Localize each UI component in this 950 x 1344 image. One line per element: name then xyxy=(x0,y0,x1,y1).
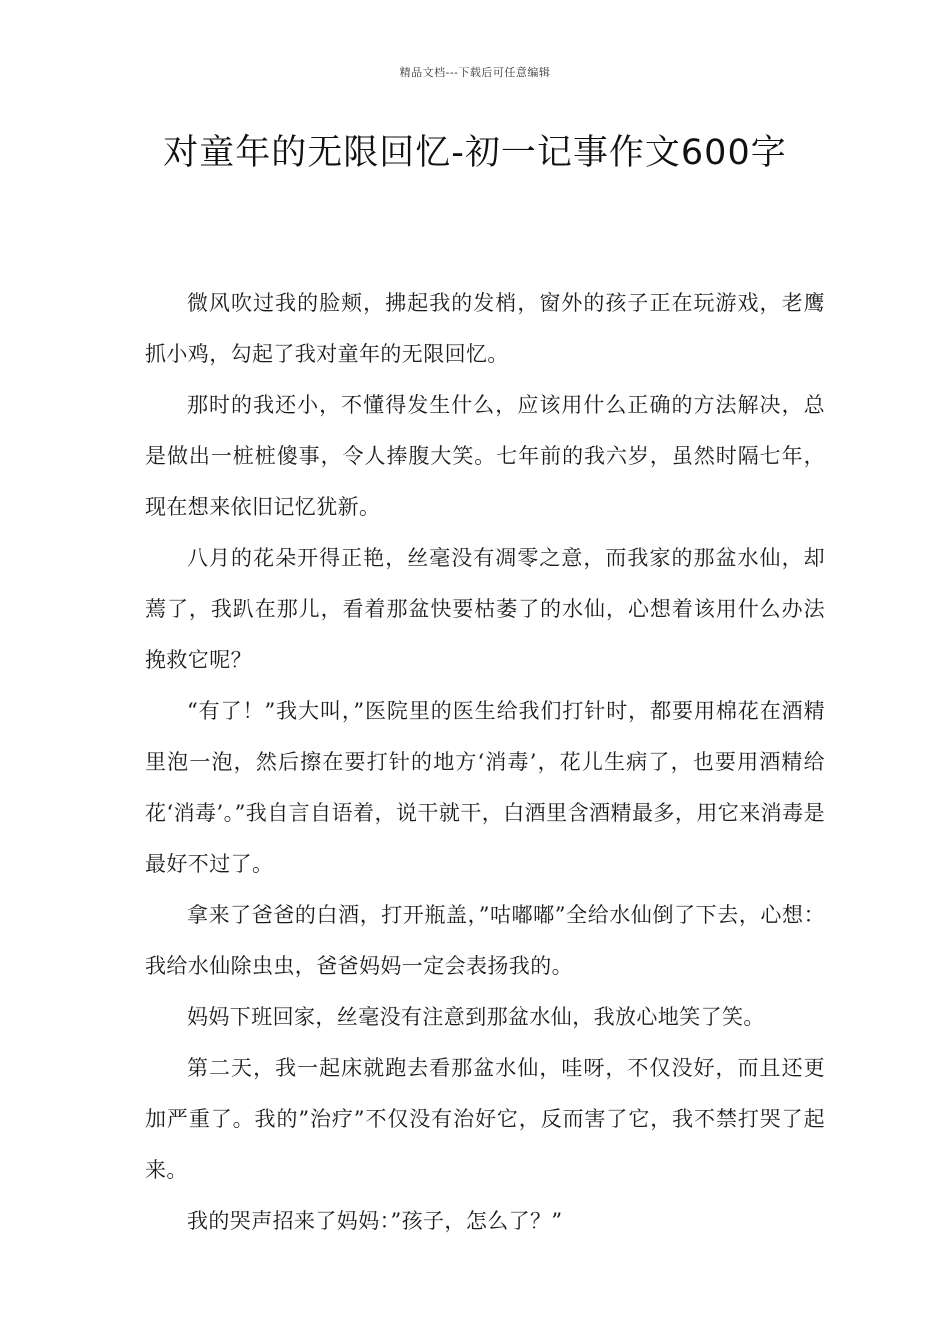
body-paragraph: 八月的花朵开得正艳，丝毫没有凋零之意，而我家的那盆水仙，却蔫了，我趴在那儿，看着那盆快要枯萎了的水仙，心想着该用什么办法挽救它呢？ xyxy=(145,546,825,672)
body-paragraph: 微风吹过我的脸颊，拂起我的发梢，窗外的孩子正在玩游戏，老鹰抓小鸡，勾起了我对童年的无限回忆。 xyxy=(145,291,825,366)
document-title: 对童年的无限回忆-初一记事作文600字 xyxy=(163,133,787,173)
body-paragraph: 拿来了爸爸的白酒，打开瓶盖，”咕嘟嘟”全给水仙倒了下去，心想：我给水仙除虫虫，爸爸妈妈一定会表扬我的。 xyxy=(145,903,825,978)
body-paragraph: 第二天，我一起床就跑去看那盆水仙，哇呀，不仅没好，而且还更加严重了。我的”治疗”不仅没有治好它，反而害了它，我不禁打哭了起来。 xyxy=(145,1056,825,1182)
body-paragraph: 妈妈下班回家，丝毫没有注意到那盆水仙，我放心地笑了笑。 xyxy=(187,1005,765,1029)
header-note: 精品文档---下载后可任意编辑 xyxy=(399,66,551,79)
body-paragraph: 那时的我还小，不懂得发生什么，应该用什么正确的方法解决，总是做出一桩桩傻事，令人捧腹大笑。七年前的我六岁，虽然时隔七年，现在想来依旧记忆犹新。 xyxy=(145,393,825,519)
body-paragraph: “有了！”我大叫，”医院里的医生给我们打针时，都要用棉花在酒精里泡一泡，然后擦在要打针的地方‘消毒’，花儿生病了，也要用酒精给花‘消毒’。”我自言自语着，说干就干，白酒里含酒精最多，用它来消毒是最好不过了。 xyxy=(145,699,825,876)
document-body xyxy=(145,278,825,1247)
body-paragraph: 我的哭声招来了妈妈：”孩子，怎么了？” xyxy=(187,1209,563,1233)
